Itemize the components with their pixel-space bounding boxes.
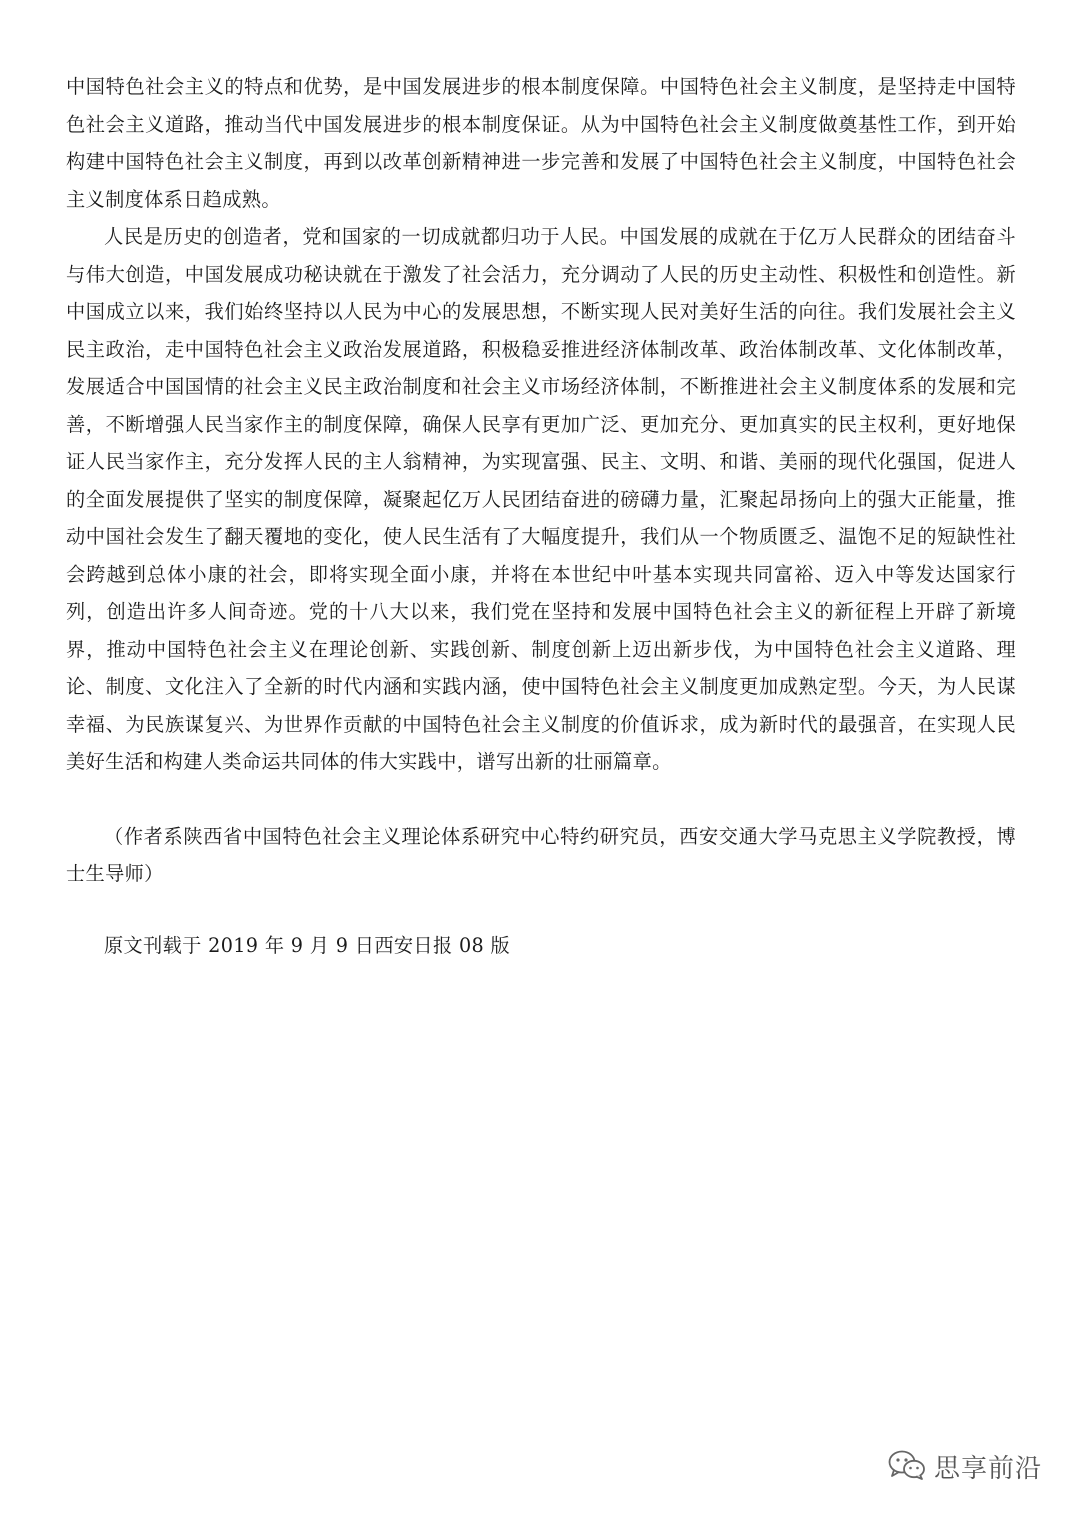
article-body (66, 68, 1016, 964)
account-watermark (888, 1448, 1042, 1485)
article-paragraph-2: 人民是历史的创造者，党和国家的一切成就都归功于人民。中国发展的成就在于亿万人民群众的团结奋斗与伟大创造，中国发展成功秘诀就在于激发了社会活力，充分调动了人民的历史主动性、积极性和创造性。新中国成立以来，我们始终坚持以人民为中心的发展思想，不断实现人民对美好生活的向往。我们发展社会主义民主政治，走中国特色社会主义政治发展道路，积极稳妥推进经济体制改革、政治体制改革、文化体制改革，发展适合中国国情的社会主义民主政治制度和社会主义市场经济体制，不断推进社会主义制度体系的发展和完善，不断增强人民当家作主的制度保障，确保人民享有更加广泛、更加充分、更加真实的民主权利，更好地保证人民当家作主，充分发挥人民的主人翁精神，为实现富强、民主、文明、和谐、美丽的现代化强国，促进人的全面发展提供了坚实的制度保障，凝聚起亿万人民团结奋进的磅礴力量，汇聚起昂扬向上的强大正能量，推动中国社会发生了翻天覆地的变化，使人民生活有了大幅度提升，我们从一个物质匮乏、温饱不足的短缺性社会跨越到总体小康的社会，即将实现全面小康，并将在本世纪中叶基本实现共同富裕、迈入中等发达国家行列，创造出许多人间奇迹。党的十八大以来，我们党在坚持和发展中国特色社会主义的新征程上开辟了新境界，推动中国特色社会主义在理论创新、实践创新、制度创新上迈出新步伐，为中国特色社会主义道路、理论、制度、文化注入了全新的时代内涵和实践内涵，使中国特色社会主义制度更加成熟定型。今天，为人民谋幸福、为民族谋复兴、为世界作贡献的中国特色社会主义制度的价值诉求，成为新时代的最强音，在实现人民美好生活和构建人类命运共同体的伟大实践中，谱写出新的壮丽篇章。 (66, 225, 1016, 773)
article-paragraph-1: 中国特色社会主义的特点和优势，是中国发展进步的根本制度保障。中国特色社会主义制度，是坚持走中国特色社会主义道路，推动当代中国发展进步的根本制度保证。从为中国特色社会主义制度做奠基性工作，到开始构建中国特色社会主义制度，再到以改革创新精神进一步完善和发展了中国特色社会主义制度，中国特色社会主义制度体系日趋成熟。 (66, 75, 1016, 211)
section-spacer (66, 893, 1016, 927)
section-spacer (66, 781, 1016, 818)
author-note: （作者系陕西省中国特色社会主义理论体系研究中心特约研究员，西安交通大学马克思主义学院教授，博士生导师） (66, 824, 1016, 885)
wechat-icon (888, 1449, 926, 1485)
watermark-label: 思享前沿 (933, 1454, 1042, 1484)
source-line: 原文刊载于 2019 年 9 月 9 日西安日报 08 版 (104, 933, 511, 957)
